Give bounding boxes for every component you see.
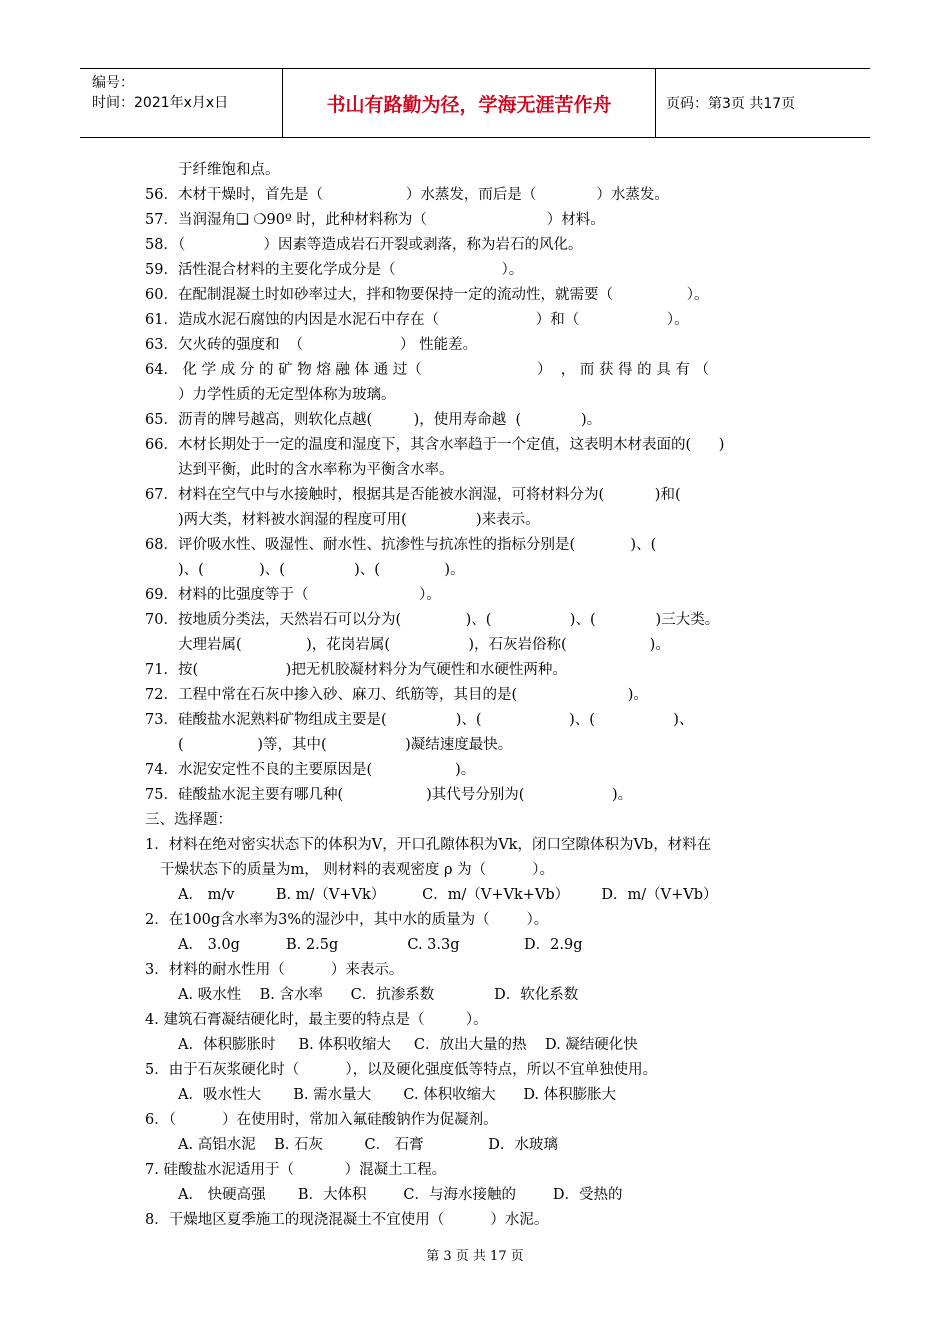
choice-question-2: 2．在100g含水率为3%的湿沙中，其中水的质量为（ ）。 (145, 912, 549, 928)
question-66: 66．木材长期处于一定的温度和湿度下，其含水率趋于一个定值，这表明木材表面的( ) (145, 437, 725, 453)
question-74: 74．水泥安定性不良的主要原因是( )。 (145, 762, 476, 778)
question-56: 56．木材干燥时，首先是（ ）水蒸发，而后是（ ）水蒸发。 (145, 187, 669, 203)
answer-options: A．吸水性大 B. 需水量大 C. 体积收缩大 D. 体积膨胀大 (178, 1087, 617, 1103)
text-line: 于纤维饱和点。 (178, 162, 280, 178)
text-line: )、( )、( )、( )。 (178, 562, 465, 578)
question-64: 64． 化 学 成 分 的 矿 物 熔 融 体 通 过（ ） ， 而 获 得 的 具 有 （ (145, 362, 709, 378)
header-meta (80, 69, 283, 137)
question-60: 60．在配制混凝土时如砂率过大，拌和物要保持一定的流动性，就需要（ ）。 (145, 287, 709, 303)
choice-question-4: 4. 建筑石膏凝结硬化时，最主要的特点是（ ）。 (145, 1012, 488, 1028)
header-motto: 书山有路勤为径，学海无涯苦作舟 (283, 69, 656, 137)
question-67: 67．材料在空气中与水接触时，根据其是否能被水润湿，可将材料分为( )和( (145, 487, 681, 503)
choice-question-1: 1．材料在绝对密实状态下的体积为V，开口孔隙体积为Vk，闭口空隙体积为Vb，材料在 (145, 837, 712, 853)
text-line: )两大类，材料被水润湿的程度可用( )来表示。 (178, 512, 540, 528)
question-71: 71．按( )把无机胶凝材料分为气硬性和水硬性两种。 (145, 662, 567, 678)
question-57: 57．当润湿角❏ ❍90º 时，此种材料称为（ ）材料。 (145, 212, 605, 228)
choice-question-8: 8．干燥地区夏季施工的现浇混凝土不宜使用（ ）水泥。 (145, 1212, 549, 1228)
question-63: 63．欠火砖的强度和 （ ） 性能差。 (145, 337, 478, 353)
text-line: 干燥状态下的质量为m， 则材料的表观密度 ρ 为（ ）。 (160, 862, 554, 878)
question-72: 72．工程中常在石灰中掺入砂、麻刀、纸筋等，其目的是( )。 (145, 687, 648, 703)
text-line: 大理岩属( )，花岗岩属( )，石灰岩俗称( )。 (178, 637, 670, 653)
choice-question-7: 7. 硅酸盐水泥适用于（ ）混凝土工程。 (145, 1162, 447, 1178)
header-page-info: 页码：第3页 共17页 (666, 96, 796, 112)
page-footer: 第 3 页 共 17 页 (426, 1249, 524, 1264)
answer-options: A．体积膨胀时 B. 体积收缩大 C．放出大量的热 D. 凝结硬化快 (178, 1037, 638, 1053)
question-59: 59．活性混合材料的主要化学成分是（ ）。 (145, 262, 524, 278)
page-header (80, 68, 870, 138)
answer-options: A． 3.0g B. 2.5g C. 3.3g D．2.9g (178, 937, 583, 953)
question-58: 58．（ ）因素等造成岩石开裂或剥落，称为岩石的风化。 (145, 237, 583, 253)
question-68: 68．评价吸水性、吸湿性、耐水性、抗渗性与抗冻性的指标分别是( )、( (145, 537, 657, 553)
document-date: 时间：2021年x月x日 (92, 95, 229, 111)
question-75: 75．硅酸盐水泥主要有哪几种( )其代号分别为( )。 (145, 787, 633, 803)
section-heading: 三、选择题： (145, 812, 232, 828)
text-line: 达到平衡，此时的含水率称为平衡含水率。 (178, 462, 454, 478)
text-line: ）力学性质的无定型体称为玻璃。 (178, 387, 396, 403)
choice-question-6: 6．（ ）在使用时，常加入氟硅酸钠作为促凝剂。 (145, 1112, 498, 1128)
answer-options: A. 吸水性 B. 含水率 C．抗渗系数 D．软化系数 (178, 987, 579, 1003)
question-69: 69．材料的比强度等于（ ）。 (145, 587, 441, 603)
text-line: ( )等，其中( )凝结速度最快。 (178, 737, 513, 753)
question-70: 70．按地质分类法，天然岩石可以分为( )、( )、( )三大类。 (145, 612, 720, 628)
question-61: 61．造成水泥石腐蚀的内因是水泥石中存在（ ）和（ ）。 (145, 312, 689, 328)
question-73: 73．硅酸盐水泥熟料矿物组成主要是( )、( )、( )、 (145, 712, 694, 728)
choice-question-3: 3．材料的耐水性用（ ）来表示。 (145, 962, 404, 978)
answer-options: A. 高铝水泥 B. 石灰 C． 石膏 D．水玻璃 (178, 1137, 558, 1153)
answer-options: A． 快硬高强 B．大体积 C．与海水接触的 D．受热的 (178, 1187, 623, 1203)
document-number-label: 编号： (92, 75, 134, 91)
choice-question-5: 5．由于石灰浆硬化时（ ），以及硬化强度低等特点，所以不宜单独使用。 (145, 1062, 658, 1078)
question-65: 65．沥青的牌号越高，则软化点越( )，使用寿命越 ( )。 (145, 412, 602, 428)
answer-options: A． m/v B. m/（V+Vk） C．m/（V+Vk+Vb） D．m/（V+Vb） (178, 887, 718, 903)
